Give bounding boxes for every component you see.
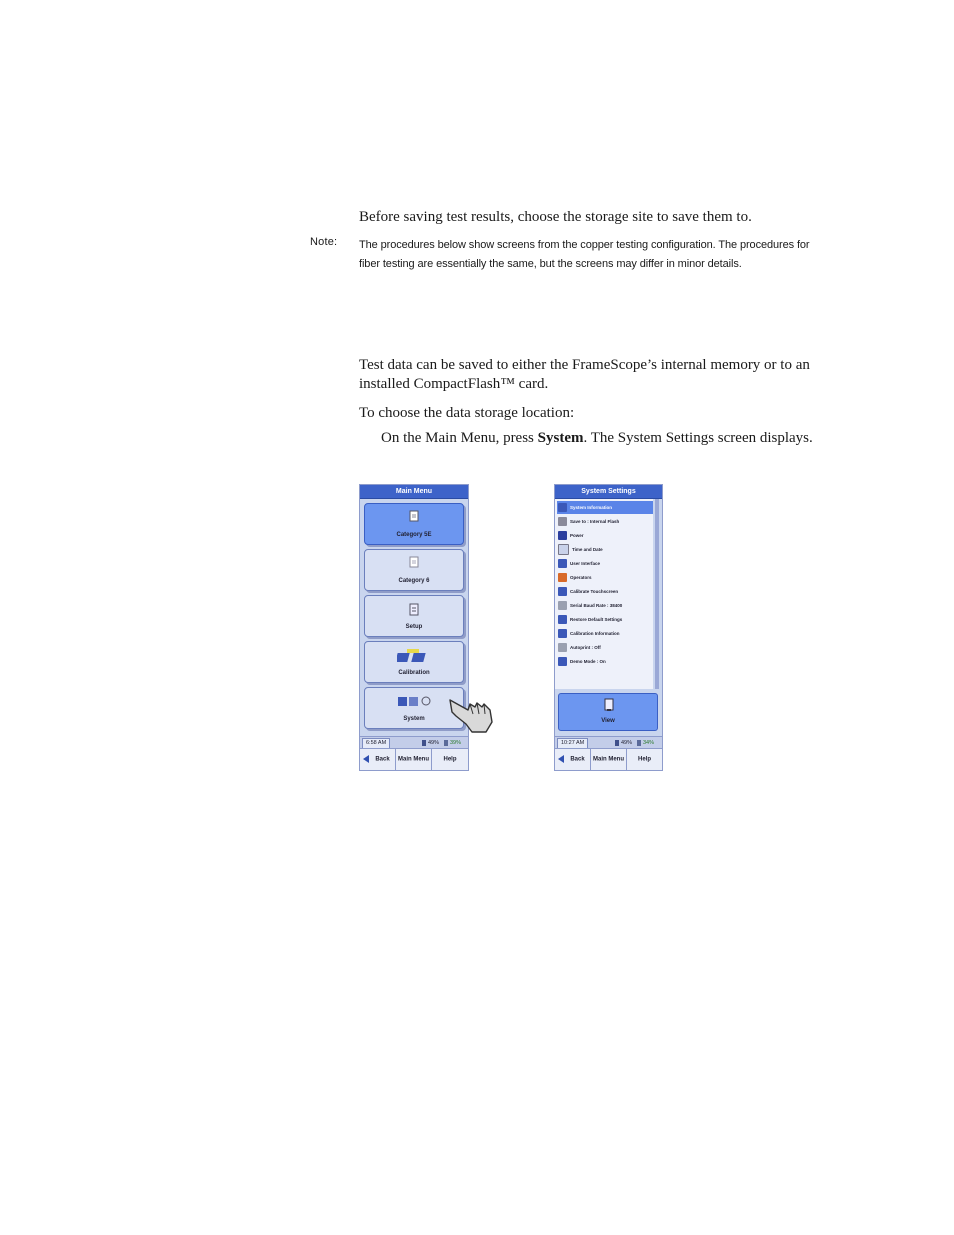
calibration-icon bbox=[397, 648, 431, 664]
category-5e-label: Category 5E bbox=[396, 532, 432, 538]
calibration-button[interactable] bbox=[364, 641, 464, 683]
back-label: Back bbox=[570, 756, 585, 762]
storage-icon bbox=[558, 517, 567, 526]
main-menu-label: Main Menu bbox=[593, 756, 624, 762]
list-item-label: Autoprint : Off bbox=[570, 645, 601, 650]
memory-icon bbox=[637, 740, 641, 746]
list-item-power[interactable] bbox=[557, 529, 653, 542]
back-button[interactable] bbox=[555, 749, 591, 770]
serial-icon bbox=[558, 601, 567, 610]
settings-icon bbox=[558, 503, 567, 512]
list-item-label: System Information bbox=[570, 505, 613, 510]
system-label: System bbox=[403, 716, 425, 722]
back-arrow-icon bbox=[363, 755, 369, 763]
status-pct-1: 49% bbox=[621, 740, 633, 746]
status-pct-2: 34% bbox=[643, 740, 655, 746]
system-settings-title: System Settings bbox=[555, 485, 662, 499]
battery-icon bbox=[422, 740, 426, 746]
list-item-label: Serial Baud Rate : 38400 bbox=[570, 603, 623, 608]
status-time: 10:27 AM bbox=[557, 738, 588, 749]
main-menu-button[interactable] bbox=[591, 749, 627, 770]
list-item-save-to[interactable] bbox=[557, 515, 653, 528]
clock-icon bbox=[558, 544, 569, 555]
category-5e-button[interactable] bbox=[364, 503, 464, 545]
main-menu-button[interactable] bbox=[396, 749, 432, 770]
list-item-restore-defaults[interactable] bbox=[557, 613, 653, 626]
step-bold: System bbox=[537, 430, 584, 446]
list-item-operators[interactable] bbox=[557, 571, 653, 584]
list-item-label: Time and Date bbox=[572, 547, 603, 552]
settings-icon bbox=[558, 587, 567, 596]
power-icon bbox=[558, 531, 567, 540]
list-item-label: Save to : Internal Flash bbox=[570, 519, 620, 524]
choose-paragraph: To choose the data storage location: bbox=[359, 405, 575, 421]
status-pct-1: 49% bbox=[428, 740, 440, 746]
memory-icon bbox=[444, 740, 448, 746]
list-item-label: Power bbox=[570, 533, 584, 538]
clipboard-icon bbox=[408, 602, 420, 616]
list-scrollbar[interactable] bbox=[655, 499, 659, 689]
document-icon bbox=[604, 698, 614, 712]
intro-paragraph: Before saving test results, choose the storage site to save them to. bbox=[359, 209, 752, 225]
status-pct-2: 39% bbox=[450, 740, 462, 746]
help-label: Help bbox=[637, 756, 651, 762]
list-item-user-interface[interactable] bbox=[557, 557, 653, 570]
settings-icon bbox=[558, 615, 567, 624]
list-item-label: Demo Mode : On bbox=[570, 659, 606, 664]
view-button[interactable] bbox=[558, 693, 658, 731]
printer-icon bbox=[558, 643, 567, 652]
main-menu-label: Main Menu bbox=[398, 756, 429, 762]
document-icon bbox=[409, 510, 419, 522]
list-item-label: User Interface bbox=[570, 561, 601, 566]
storage-paragraph: Test data can be saved to either the FrameScope’s internal memory or to an installed CompactFlash™ card. bbox=[359, 357, 810, 392]
bottom-bar bbox=[360, 748, 468, 770]
status-time: 6:58 AM bbox=[362, 738, 390, 749]
view-label: View bbox=[601, 718, 615, 724]
help-button[interactable] bbox=[627, 749, 662, 770]
calibration-label: Calibration bbox=[398, 670, 430, 676]
document-icon bbox=[409, 556, 419, 568]
setup-button[interactable] bbox=[364, 595, 464, 637]
operators-icon bbox=[558, 573, 567, 582]
back-arrow-icon bbox=[558, 755, 564, 763]
note-text: The procedures below show screens from the copper testing configuration. The procedures for fiber testing are essentially the same, but the screens may differ in minor details. bbox=[359, 239, 810, 270]
list-item-serial-baud-rate[interactable] bbox=[557, 599, 653, 612]
back-button[interactable] bbox=[360, 749, 396, 770]
category-6-label: Category 6 bbox=[398, 578, 430, 584]
help-label: Help bbox=[443, 756, 457, 762]
list-item-label: Restore Default Settings bbox=[570, 617, 623, 622]
step-prefix: On the Main Menu, press bbox=[381, 430, 538, 446]
settings-icon bbox=[558, 559, 567, 568]
list-item-calibrate-touchscreen[interactable] bbox=[557, 585, 653, 598]
step-suffix: . The System Settings screen displays. bbox=[583, 430, 813, 446]
note-label: Note: bbox=[310, 236, 338, 248]
list-item-label: Operators bbox=[570, 575, 592, 580]
list-item-autoprint[interactable] bbox=[557, 641, 653, 654]
bottom-bar bbox=[555, 748, 662, 770]
system-icon bbox=[396, 694, 432, 708]
help-button[interactable] bbox=[432, 749, 468, 770]
pointing-hand-icon bbox=[448, 694, 494, 734]
list-item-system-information[interactable] bbox=[557, 501, 653, 514]
list-item-demo-mode[interactable] bbox=[557, 655, 653, 668]
main-menu-title: Main Menu bbox=[360, 485, 468, 499]
list-item-calibration-information[interactable] bbox=[557, 627, 653, 640]
list-item-time-date[interactable] bbox=[557, 543, 653, 556]
list-item-label: Calibration Information bbox=[570, 631, 620, 636]
category-6-button[interactable] bbox=[364, 549, 464, 591]
step-paragraph bbox=[381, 429, 821, 448]
battery-icon bbox=[615, 740, 619, 746]
list-item-label: Calibrate Touchscreen bbox=[570, 589, 619, 594]
back-label: Back bbox=[375, 756, 390, 762]
setup-label: Setup bbox=[405, 624, 423, 630]
settings-icon bbox=[558, 629, 567, 638]
system-settings-screen bbox=[554, 484, 663, 771]
settings-icon bbox=[558, 657, 567, 666]
